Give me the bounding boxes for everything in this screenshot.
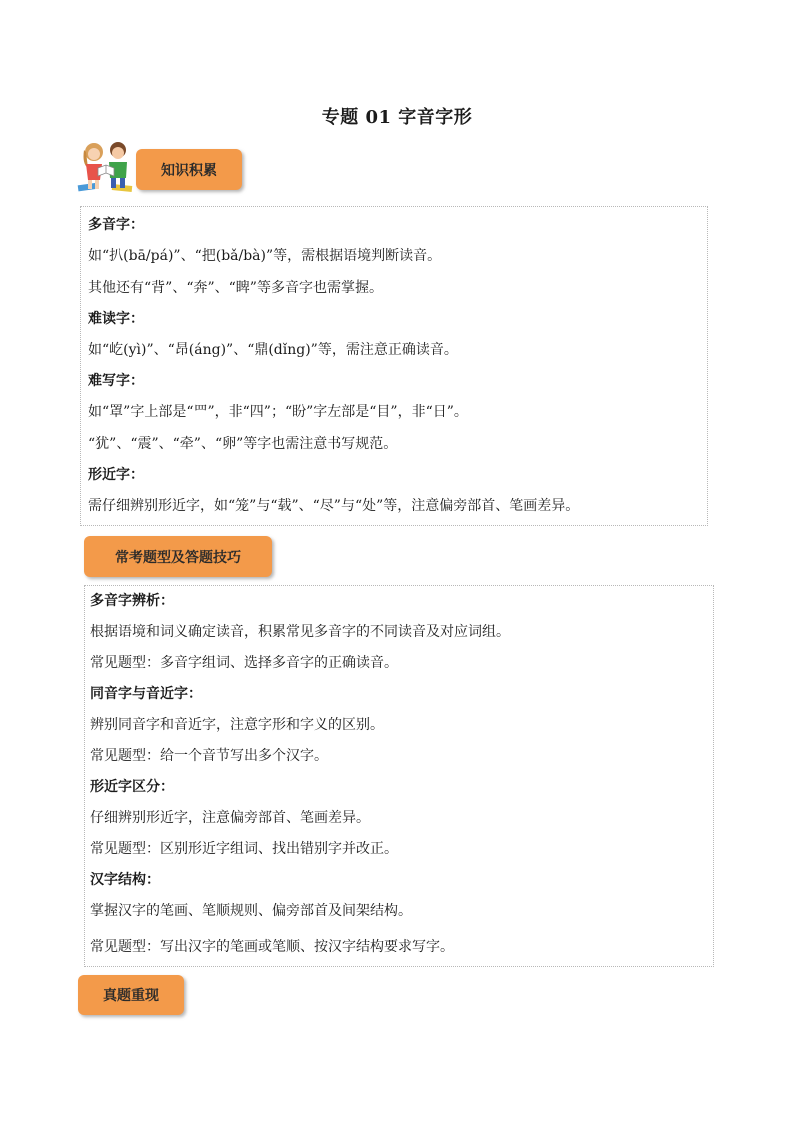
section-label-question-types: 常考题型及答题技巧 (84, 536, 272, 577)
page-title: 专题 01 字音字形 (321, 107, 473, 128)
section-label-knowledge: 知识积累 (136, 149, 242, 190)
text-line: 掌握汉字的笔画、笔顺规则、偏旁部首及间架结构。 (90, 903, 412, 919)
heading-homophone: 同音字与音近字： (90, 686, 202, 702)
heading-hard-write: 难写字： (88, 373, 144, 389)
text-line: 如“扒(bā/pá)”、“把(bǎ/bà)”等，需根据语境判断读音。 (88, 248, 442, 264)
text-line: 常见题型：多音字组词、选择多音字的正确读音。 (90, 655, 398, 671)
text-line: “犹”、“震”、“牵”、“卵”等字也需注意书写规范。 (88, 436, 398, 452)
heading-character-structure: 汉字结构： (90, 872, 160, 888)
text-line: 如“屹(yì)”、“昂(áng)”、“鼎(dǐng)”等，需注意正确读音。 (88, 342, 458, 358)
text-line: 常见题型：区别形近字组词、找出错别字并改正。 (90, 841, 398, 857)
section-label-past-exams: 真题重现 (78, 975, 184, 1015)
text-line: 其他还有“背”、“奔”、“睥”等多音字也需掌握。 (88, 280, 383, 296)
text-line: 常见题型：给一个音节写出多个汉字。 (90, 748, 328, 764)
heading-polyphone-analysis: 多音字辨析： (90, 593, 174, 609)
text-line: 仔细辨别形近字，注意偏旁部首、笔画差异。 (90, 810, 370, 826)
text-line: 需仔细辨别形近字，如“笼”与“载”、“尽”与“处”等，注意偏旁部首、笔画差异。 (88, 498, 580, 514)
text-line: 常见题型：写出汉字的笔画或笔顺、按汉字结构要求写字。 (90, 939, 454, 955)
text-line: 根据语境和词义确定读音，积累常见多音字的不同读音及对应词组。 (90, 624, 510, 640)
heading-similar-shape: 形近字： (88, 467, 144, 483)
heading-hard-read: 难读字： (88, 311, 144, 327)
heading-similar-distinguish: 形近字区分： (90, 779, 174, 795)
text-line: 如“罩”字上部是“罒”，非“四”；“盼”字左部是“目”，非“日”。 (88, 404, 468, 420)
heading-polyphone: 多音字： (88, 217, 144, 233)
reading-children-icon (76, 138, 136, 196)
text-line: 辨别同音字和音近字，注意字形和字义的区别。 (90, 717, 384, 733)
